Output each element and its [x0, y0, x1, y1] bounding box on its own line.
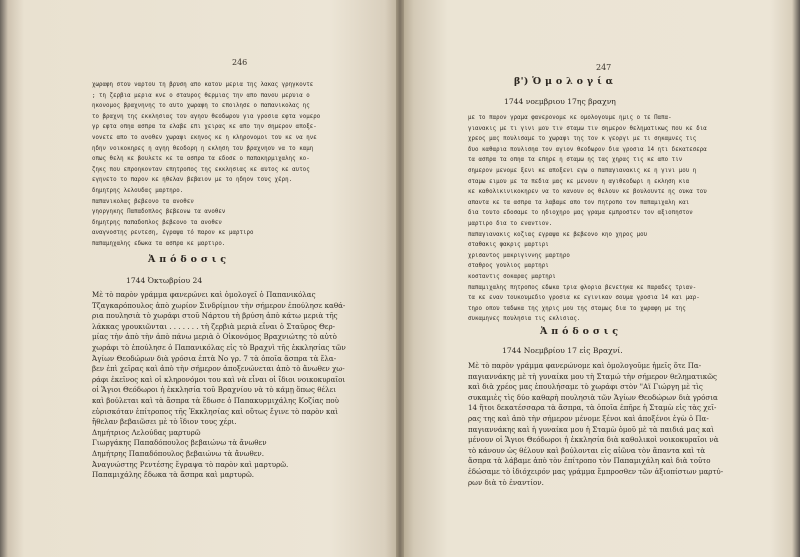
typed-line: παπαγιανακις κοζιας εγραψα κε βεβεονο κηο χηρος μου	[468, 231, 648, 238]
book-gutter	[396, 0, 404, 557]
typed-line: παπαμηχαλης εδωκα τα ασπρα κε μαρτιρο.	[92, 240, 226, 247]
typed-line: συκαμηνες πουλησια τις εκλισιας.	[468, 316, 581, 323]
typed-line: τα ασπρα τα οπηα τα επηρε η σταμω ης τας χηρας τις κε απο τιν	[468, 157, 683, 164]
typed-line: γιανακις με τι γινι μου τιν σταμω τιν σημερον θεληματικως που κε δια	[468, 125, 707, 132]
text-line: ράφι ἐκεῖνος καὶ οἱ κληρονόμοι του καὶ νὰ εἶναι οἱ ἴδιοι νοικοκυραῖοι	[92, 374, 346, 384]
right-page	[400, 0, 800, 557]
typed-line: απαντα κε τα ασπρα τα λαβαμε απο τον πητροπο τον παπαμιχαλη και	[468, 199, 690, 206]
typewritten-transcription	[468, 113, 707, 325]
typed-line: χρισαντος μακριγιννης μαρτηρο	[468, 252, 570, 259]
text-line: ρας της καὶ ἀπὸ τὴν σήμερον μένομε ξένοι καὶ ἀποξένοι ἐγὼ ὁ Πα-	[468, 413, 709, 423]
typed-line: ηδην νοικοκηρες η αγηη θεοδορη η εκληση του βραχνηου να το καμη	[92, 145, 314, 152]
typed-line: δια τουτο εδοσαμε το ηδιοχηρο μας γραμα εμπροστεν τον αξιοπηστον	[468, 210, 693, 217]
typed-line: με το παρον γραμα φανερονομε κε ομολογουμε ημις ο τε Παπα-	[468, 115, 672, 121]
typed-line: τα κε εναν τουκουμεδιο γροσια κε εγινικαν σουμα γροσια 14 και μαρ-	[468, 295, 700, 302]
text-line: ρια πουλησιὰ τὸ χωράφι στοῦ Νάρτου τὴ βρύση ἀπὸ κάτω μεριὰ τῆς	[92, 311, 338, 321]
text-line: ἤθελαν βεβαιῶσει μὲ τὸ ἴδιον τους χέρι.	[92, 417, 237, 427]
section-heading: β') Ὁ μ ο λ ο γ ί α	[514, 76, 614, 87]
typed-line: κοσταντις σοκαρας μαρτηρι	[468, 273, 556, 280]
typed-line: σταθακις φακρις μαρτιρι	[468, 242, 549, 249]
text-line: Γιωργάκης Παπαδόπουλος βεβαιώνω τὰ ἄνωθεν	[92, 438, 267, 448]
page-number: 246	[232, 58, 248, 67]
typed-line: παπανικολας βεβεονο τα ανοθεν	[92, 198, 194, 205]
section-heading: Ἀ π ό δ ο σ ι ς	[148, 254, 227, 265]
text-line: Παπαμιχάλης ἔδωκα τὰ ἄσπρα καὶ μαρτυρῶ.	[92, 470, 254, 480]
date-line: 1744 νοεμβριου 17ης βραχνη	[504, 97, 616, 106]
typed-line: μαρτιρο δια το εναντιον.	[468, 220, 553, 227]
text-line: τὸ κάνουν ὡς θέλουν καὶ βούλονται εἰς αἰῶνα τὸν ἅπαντα καὶ τὰ	[468, 445, 706, 455]
typed-line: γηοργηκης Παπαδοπλος βεβεονω τα ανοθεν	[92, 209, 226, 216]
text-line: Τζαγκαρόπουλος ἀπὸ χωρίον Σινδρίμιον τὴν σήμερον ἐπούλησε καθά-	[92, 300, 346, 310]
typed-line: ζηκς που επροηκονταν επητροπος της εκκλησιας κε αυτος κε αυτος	[92, 166, 310, 173]
text-line: Δημήτρης Παπαδόπουλος βεβαιώνω τὰ ἄνωθεν.	[92, 448, 264, 458]
text-line: Μὲ τὸ παρὸν γράμμα φανερώνομε καὶ ὁμολογοῦμε ἡμεῖς ὅτε Πα-	[468, 361, 702, 370]
text-line: εὑρισκόταν ἐπίτροπος τῆς Ἐκκλησίας καὶ οὕτως ἔγινε τὸ παρὸν καὶ	[92, 406, 339, 416]
typed-line: εγηνετο το παρον κε ηθελαν βεβαιον με το ηδηον τους χέρη.	[92, 177, 293, 184]
typed-line: σταμω ειμου με τα πεδια μας κε μενουν η αγιθεοδωρι η εκληση κια	[468, 178, 690, 185]
typed-line: το βραχνη της εκκλησιας του αγηου θεοδωρου για γροσια εφτα νομερο	[92, 113, 321, 120]
text-line: λάκκας γρουκιῶνται . . . . . . . τὴ ζερβιὰ μεριὰ εἶναι ὁ Σταῦρος Θερ-	[92, 321, 336, 331]
typed-line: τηρο οπου ταδωκα της χηρις μου της σταμως δια το χωραφη με της	[468, 305, 686, 312]
typewritten-transcription	[92, 80, 320, 250]
typed-line: δημητρης παπαδοπλος βεβεονο τα ανοθεν	[92, 219, 222, 226]
text-line: βεν ἐπὶ χεῖρας καὶ ἀπὸ τὴν σήμερον ἀποξενώνεται ἀπὸ τὸ ἄνωθεν χω-	[92, 364, 345, 374]
text-line: καὶ διὰ χρέος μας ἐπουλήσαμε τὸ χωράφι στὸν "Αϊ Γιώργη μὲ τὶς	[468, 382, 703, 392]
typed-line: νονετε απο το ανοθεν χωραφι εκηνος κε η κληρονομοι του κε να ηνε	[92, 134, 317, 141]
typed-line: παπαμιχαλης πητροπος εδωκα τρια φλορια βενετηκα κε παραδες τριαν-	[468, 284, 697, 291]
typed-line: δυο καθαρια πουλισηα τον αγιον θεοδωρον δια γροσια 14 ητι δεκατεσερα	[468, 146, 707, 153]
date-line: 1744 Νοεμβρίου 17 εἰς Βραχνί.	[502, 346, 623, 355]
page-number: 247	[596, 63, 612, 72]
text-line: Ἁγίων Θεοδώρων διὰ γρόσια ἑπτὰ Νο γρ. 7 τὰ ὁποῖα ἄσπρα τὰ ἔλα-	[92, 353, 337, 363]
date-line: 1744 Ὀκτωβρίου 24	[126, 276, 203, 285]
text-line: καὶ βούλεται καὶ τὰ ἄσπρα τὰ ἔδωσε ὁ Παπακυρμιχάλης Κοζίας ποὺ	[92, 395, 339, 405]
text-line: ἄσπρα τὰ λάβαμε ἀπὸ τὸν ἐπίτροπο τὸν Παπαμιχάλη καὶ διὰ τοῦτο	[468, 456, 711, 466]
text-line: Δημήτριος Λελούδας μαρτυρῶ	[92, 427, 201, 437]
text-line: συκαμιὲς τὶς δύο καθαρὴ πουλησιὰ τῶν Ἁγίων Θεοδώρων διὰ γρόσια	[468, 392, 718, 402]
typed-line: χρεος μας πουλισαμε το χωραφι της τον κ γεοργι με τι σηκαμνες τις	[468, 136, 697, 143]
typed-line: σημερον μενομε ξενι κε αποξενι εγω ο παπαγιανακις κε η γινι μου η	[468, 167, 697, 174]
typed-line: αναγνοστης ρεντεση, έγραψα τό παρον κε μαρτιρο	[92, 230, 254, 237]
text-line: μένουν οἱ Ἅγιοι Θεόδωροι ἡ ἐκκλησία διὰ καθολικοὶ νοικοκυραῖοι νὰ	[468, 435, 719, 445]
text-line: Ἀναγνώστης Ρεντέσης ἔγραψα τὸ παρὸν καὶ μαρτυρῶ.	[92, 459, 289, 469]
modern-rendering	[92, 290, 346, 481]
typed-line: σταθρος γουλιος μαρτηρι	[468, 263, 549, 270]
text-line: παγιαννάκης μὲ τὴ γυναίκα μου τὴ Σταμώ τὴν σήμερον θεληματικῶς	[468, 371, 717, 381]
modern-rendering	[468, 361, 723, 488]
text-line: χωράφι τὸ ἐπούλησε ὁ Παπανικόλας εἰς τὸ Βραχνὶ τῆς ἐκκλησίας τῶν	[92, 342, 346, 352]
typed-line: οπως θελη κε βουλετε κε τα ασπρα τα εδοσε ο παπακηρμιχαλης κο-	[92, 156, 310, 163]
text-line: Μὲ τὸ παρὸν γράμμα φανερώνει καὶ ὁμολογεῖ ὁ Παπανικόλας	[92, 290, 316, 299]
typed-line: κε καθολικινικοκηρεν να το κανουν ος θελουν κε βουλουντε ης ουκα του	[468, 189, 707, 196]
typed-line: δημητρης λελουδας μαρτηρο.	[92, 187, 184, 194]
text-line: παγιαννάκης καὶ ἡ γυναίκα μου ἡ Σταμὼ ὁμοῦ μὲ τὰ παιδιά μας καὶ	[468, 424, 714, 434]
typed-line: ; τη ζερβια μερια κνε ο σταυρος θερμιας την απο πανου μερυια ο	[92, 92, 310, 99]
typed-line: γρ εφτα οπηα ασπρα τα ελαβε επι χειρας κε απο την σημερον αποξε-	[92, 124, 317, 131]
typed-line: χωραφη στου ναρτου τη βρυση απο κατου μερια της λακας γρηγκοντε	[92, 82, 314, 88]
text-line: ρων διὰ τὸ ἐναντίον.	[468, 477, 544, 487]
text-line: 14 ἤτοι δεκατέσσαρα τὰ ἄσπρα, τὰ ὁποῖα ἐπῆρε ἡ Σταμὼ εἰς τὰς χεῖ-	[468, 403, 717, 413]
text-line: ἐδώσαμε τὸ ἰδιόχειρόν μας γράμμα ἔμπροσθεν τῶν ἀξιοπίστων μαρτύ-	[468, 466, 724, 476]
typed-line: ηκονομος βραχνηνης το αυτο χωραφη το εποιλησε ο παπανικολας ης	[92, 103, 310, 110]
text-line: οἱ Ἅγιοι Θεόδωροι ἡ ἐκκλησία τοῦ Βραχνίου νὰ τὸ κάμῃ ὅπως θέλει	[92, 385, 337, 395]
text-line: μίας τὴν ἀπὸ τὴν ἀπὸ πάνω μεριὰ ὁ Οἰκονόμος Βραχνιώτης τὸ αὐτὸ	[92, 332, 337, 342]
section-heading: Ἀ π ό δ ο σ ι ς	[540, 326, 619, 337]
